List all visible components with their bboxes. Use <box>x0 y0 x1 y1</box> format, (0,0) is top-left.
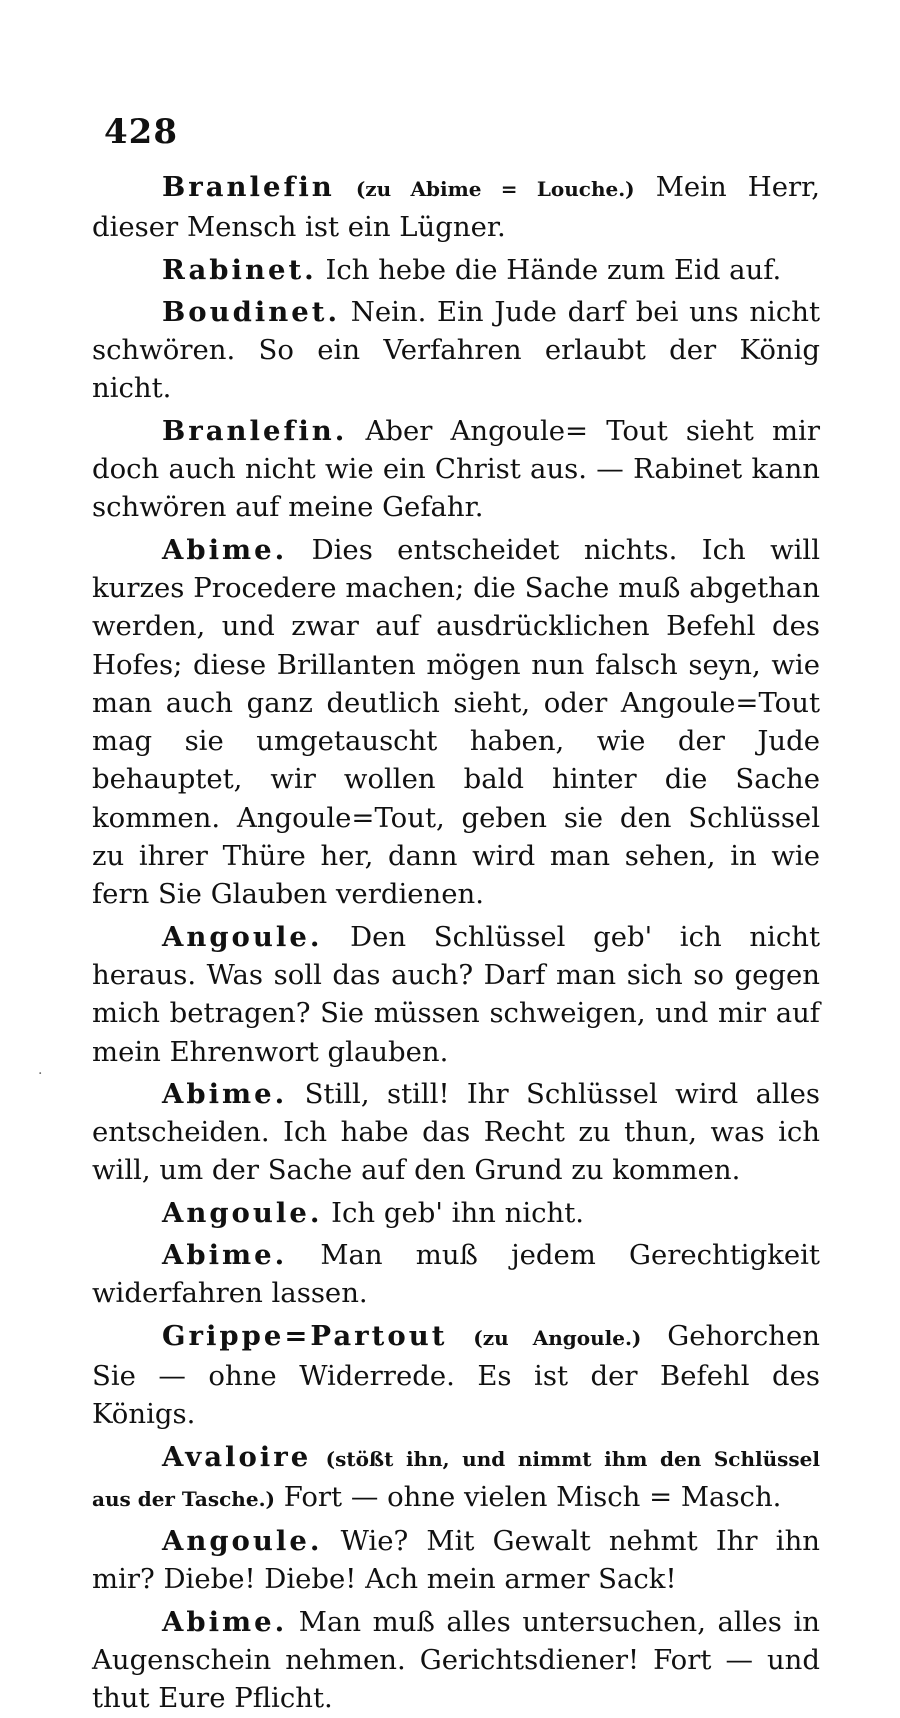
speech: Ich hebe die Hände zum Eid auf. <box>325 253 782 286</box>
speaker-name: Angoule. <box>162 920 323 953</box>
speech: Aber Angoule= Tout sieht mir doch auch nicht wie ein Christ aus. — Rabinet kann schwören auf meine Gefahr. <box>92 414 820 524</box>
speech: Ich geb' ihn nicht. <box>331 1196 585 1229</box>
speech: Dies entscheidet nichts. Ich will kurzes Procedere machen; die Sache muß abgethan werden, und zwar auf ausdrücklichen Befehl des Hofes; diese Brillanten mögen nun falsch seyn, wie man auch ganz deutlich sieht, oder Angoule=Tout mag sie umgetauscht haben, wie der Jude behauptet, wir wollen bald hinter die Sache kommen. Angoule=Tout, geben sie den Schlüssel zu ihrer Thüre her, dann wird man sehen, in wie fern Sie Glauben verdienen. <box>92 533 820 911</box>
speech: Den Schlüssel geb' ich nicht heraus. Was soll das auch? Darf man sich so gegen mich betragen? Sie müssen schweigen, und mir auf mein Ehrenwort glauben. <box>92 920 820 1068</box>
speaker-name: Branlefin. <box>162 414 348 447</box>
paragraph <box>92 1438 820 1519</box>
stage-direction: (zu Abime = Louche.) <box>355 177 635 201</box>
speech: Wie? Mit Gewalt nehmt Ihr ihn mir? Diebe! Diebe! Ach mein armer Sack! <box>92 1525 820 1596</box>
paragraph <box>92 918 820 1071</box>
paragraph <box>92 1194 820 1232</box>
speaker-name: Boudinet. <box>162 295 341 328</box>
speaker-name: Abime. <box>162 1239 288 1272</box>
stray-mark: · <box>38 1066 43 1082</box>
page-number: 428 <box>104 112 178 152</box>
paragraph <box>92 251 820 289</box>
paragraph <box>92 168 820 247</box>
paragraph <box>92 293 820 408</box>
stage-direction: (zu Angoule.) <box>473 1325 642 1350</box>
speech: Fort — ohne vielen Misch = Masch. <box>283 1480 782 1513</box>
speaker-name: Angoule. <box>162 1525 323 1558</box>
speech: Man muß alles untersuchen, alles in Augenschein nehmen. Gerichtsdiener! Fort — und thut Eure Pflicht. <box>92 1605 821 1715</box>
speaker-name: Angoule. <box>162 1196 323 1229</box>
paragraph <box>92 1522 820 1599</box>
paragraph <box>92 1317 820 1434</box>
speech: Man muß jedem Gerechtigkeit widerfahren lassen. <box>92 1239 820 1310</box>
speech: Still, still! Ihr Schlüssel wird alles entscheiden. Ich habe das Recht zu thun, was ich will, um der Sache auf den Grund zu kommen. <box>92 1077 820 1187</box>
speech: Nein. Ein Jude darf bei uns nicht schwören. So ein Verfahren erlaubt der König nicht. <box>92 295 820 405</box>
speaker-name: Abime. <box>162 1077 288 1110</box>
speech: Mein Herr, dieser Mensch ist ein Lügner. <box>92 171 820 244</box>
paragraph <box>92 531 820 914</box>
speaker-name: Abime. <box>162 533 288 566</box>
paragraph <box>92 412 820 527</box>
paragraph <box>92 1236 820 1313</box>
speaker-name: Abime. <box>162 1605 288 1638</box>
speaker-name: Rabinet. <box>162 253 317 286</box>
paragraph <box>92 1603 820 1718</box>
stage-direction: (stößt ihn, und nimmt ihm den Schlüssel aus der Tasche.) <box>92 1446 820 1511</box>
paragraph <box>92 1075 820 1190</box>
speaker-name: Avaloire <box>162 1440 312 1473</box>
speaker-name: Grippe=Partout <box>162 1319 448 1352</box>
play-text <box>92 168 820 1718</box>
speaker-name: Branlefin <box>162 171 335 203</box>
speech: Gehorchen Sie — ohne Widerrede. Es ist der Befehl des Königs. <box>92 1319 820 1431</box>
